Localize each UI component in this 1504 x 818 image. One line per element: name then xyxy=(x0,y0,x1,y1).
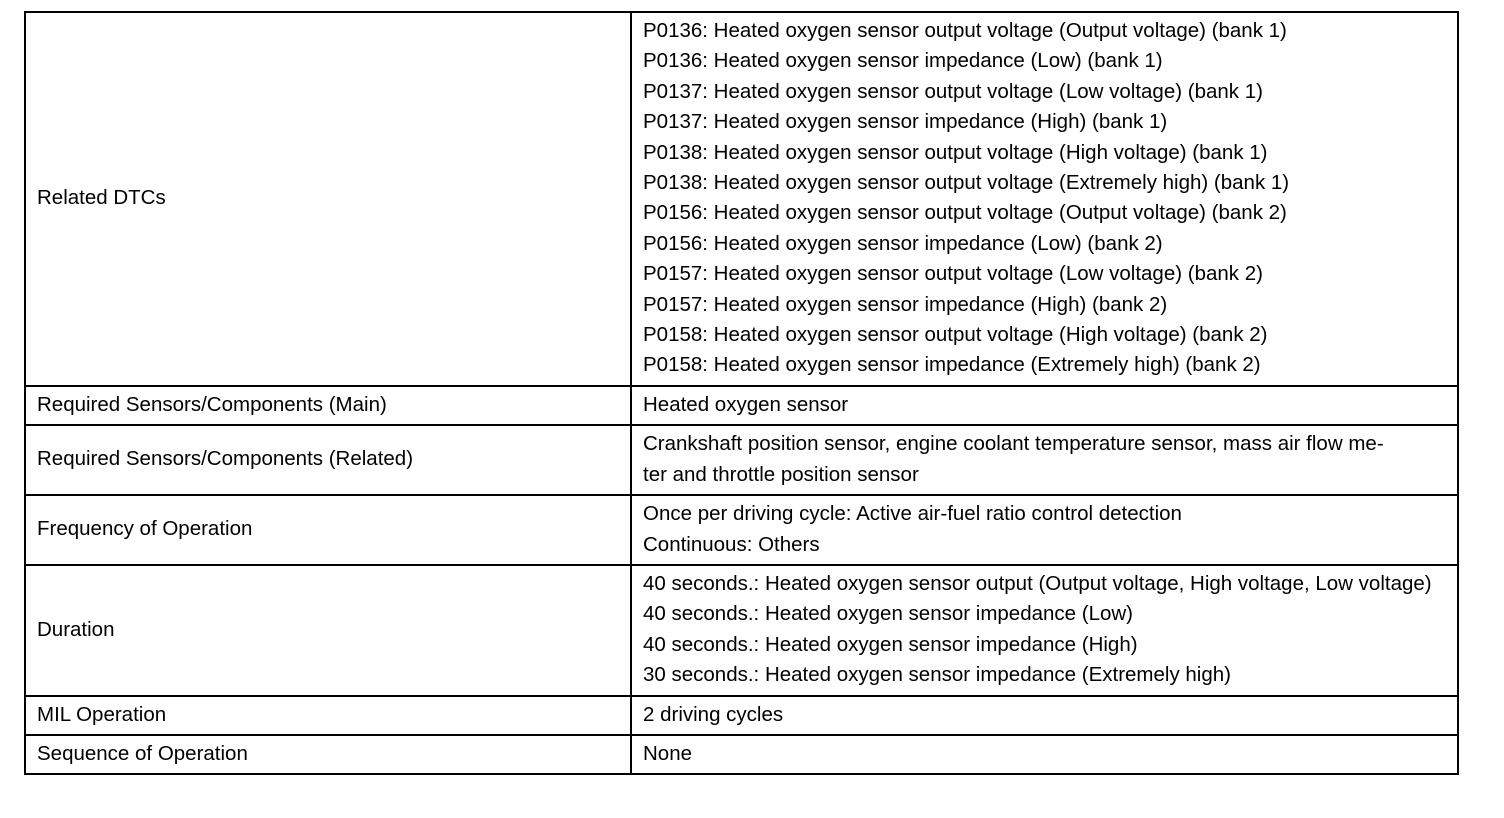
table-row-mil-operation xyxy=(25,696,1458,735)
dtc-line: P0138: Heated oxygen sensor output voltage (Extremely high) (bank 1) xyxy=(643,171,1290,195)
value-line: None xyxy=(643,741,693,765)
value-line: 2 driving cycles xyxy=(643,702,784,726)
value-line: 30 seconds.: Heated oxygen sensor impedance (Extremely high) xyxy=(643,663,1231,687)
row-label: Required Sensors/Components (Main) xyxy=(25,386,631,425)
row-label: MIL Operation xyxy=(25,696,631,735)
table-row-required-sensors-related xyxy=(25,425,1458,495)
value-line: Once per driving cycle: Active air-fuel ratio control detection xyxy=(643,502,1182,526)
dtc-line: P0157: Heated oxygen sensor output voltage (Low voltage) (bank 2) xyxy=(643,262,1263,286)
row-label: Duration xyxy=(25,565,631,696)
value-line: Continuous: Others xyxy=(643,532,820,556)
dtc-line: P0136: Heated oxygen sensor impedance (Low) (bank 1) xyxy=(643,49,1163,73)
value-line: 40 seconds.: Heated oxygen sensor output (Output voltage, High voltage, Low voltage) xyxy=(643,571,1432,595)
table-row-frequency-of-operation xyxy=(25,495,1458,565)
row-value xyxy=(631,425,1458,495)
row-value xyxy=(631,386,1458,425)
table-row-sequence-of-operation xyxy=(25,735,1458,774)
row-value xyxy=(631,735,1458,774)
value-line: ter and throttle position sensor xyxy=(643,462,919,486)
dtc-line: P0157: Heated oxygen sensor impedance (High) (bank 2) xyxy=(643,292,1168,316)
value-line: Crankshaft position sensor, engine coolant temperature sensor, mass air flow me- xyxy=(643,432,1384,456)
row-value xyxy=(631,12,1458,386)
dtc-line: P0137: Heated oxygen sensor impedance (High) (bank 1) xyxy=(643,110,1168,134)
value-line: Heated oxygen sensor xyxy=(643,392,849,416)
table-row-duration xyxy=(25,565,1458,696)
dtc-line: P0138: Heated oxygen sensor output voltage (High voltage) (bank 1) xyxy=(643,140,1268,164)
row-label: Sequence of Operation xyxy=(25,735,631,774)
table-row-related-dtcs xyxy=(25,12,1458,386)
row-value xyxy=(631,565,1458,696)
value-line: 40 seconds.: Heated oxygen sensor impedance (High) xyxy=(643,632,1138,656)
row-value xyxy=(631,696,1458,735)
dtc-line: P0158: Heated oxygen sensor output voltage (High voltage) (bank 2) xyxy=(643,323,1268,347)
dtc-line: P0137: Heated oxygen sensor output voltage (Low voltage) (bank 1) xyxy=(643,79,1263,103)
monitor-spec-table xyxy=(24,11,1459,775)
dtc-line: P0136: Heated oxygen sensor output voltage (Output voltage) (bank 1) xyxy=(643,19,1287,42)
row-label: Frequency of Operation xyxy=(25,495,631,565)
row-label: Related DTCs xyxy=(25,12,631,386)
row-value xyxy=(631,495,1458,565)
dtc-line: P0158: Heated oxygen sensor impedance (Extremely high) (bank 2) xyxy=(643,353,1261,377)
dtc-line: P0156: Heated oxygen sensor impedance (Low) (bank 2) xyxy=(643,231,1163,255)
row-label: Required Sensors/Components (Related) xyxy=(25,425,631,495)
value-line: 40 seconds.: Heated oxygen sensor impedance (Low) xyxy=(643,602,1134,626)
table-row-required-sensors-main xyxy=(25,386,1458,425)
dtc-line: P0156: Heated oxygen sensor output voltage (Output voltage) (bank 2) xyxy=(643,201,1287,225)
